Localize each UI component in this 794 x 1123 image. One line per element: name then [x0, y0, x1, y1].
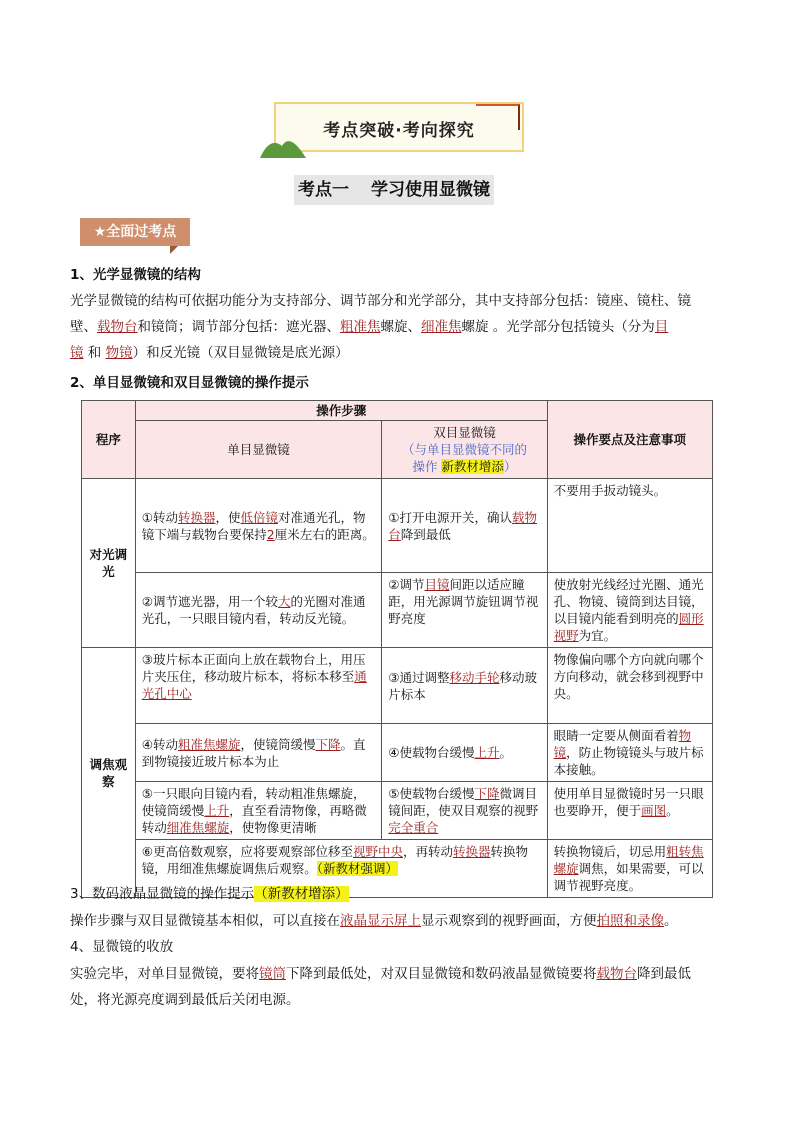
section-focus: 调焦观察: [82, 648, 136, 898]
structure-line-3: 镜 和 物镜）和反光镜（双目显微镜是底光源）: [70, 345, 349, 361]
hills-icon: [260, 132, 306, 158]
header-single: 单目显微镜: [135, 421, 382, 479]
header-procedure: 程序: [82, 401, 136, 479]
row1-single: ①转动转换器，使低倍镜对准通光孔，物镜下端与载物台要保持2厘米左右的距离。: [135, 479, 382, 573]
banner-corner-decoration: [476, 104, 520, 130]
structure-line-2: 壁、载物台和镜筒；调节部分包括：遮光器、粗准焦螺旋、细准焦螺旋 。光学部分包括镜头（分为目: [70, 319, 669, 335]
heading-storage: 4、显微镜的收放: [70, 939, 174, 955]
row1-notes: 不要用手扳动镜头。: [547, 479, 712, 573]
header-steps: 操作步骤: [135, 401, 547, 421]
paragraph-storage: [70, 961, 730, 1013]
storage-line-1: 实验完毕，对单目显微镜，要将镜筒下降到最低处，对双目显微镜和数码液晶显微镜要将载物台降到最低: [70, 966, 691, 982]
heading-digital: 3、数码液晶显微镜的操作提示（新教材增添）: [70, 886, 349, 902]
operation-table: [81, 400, 713, 898]
heading-structure: 1、光学显微镜的结构: [70, 267, 201, 283]
row3-double: ③通过调整移动手轮移动玻片标本: [382, 648, 547, 724]
row2-double: ②调节目镜间距以适应瞳距，用光源调节旋钮调节视野亮度: [382, 573, 547, 648]
heading-operation: 2、单目显微镜和双目显微镜的操作提示: [70, 375, 309, 391]
row3-notes: 物像偏向哪个方向就向哪个方向移动，就会移到视野中央。: [547, 648, 712, 724]
row6-notes: 转换物镜后，切忌用粗转焦螺旋调焦，如果需要，可以调节视野亮度。: [547, 840, 712, 898]
header-notes: 操作要点及注意事项: [547, 401, 712, 479]
paragraph-structure: [70, 288, 730, 366]
topic-name: 学习使用显微镜: [371, 180, 490, 200]
paragraph-digital: 操作步骤与双目显微镜基本相似，可以直接在液晶显示屏上显示观察到的视野画面，方便拍照和录像。: [70, 913, 678, 929]
topic-number: 考点一: [298, 180, 349, 200]
row5-single: ⑤一只眼向目镜内看，转动粗准焦螺旋，使镜筒缓慢上升，直至看清物像，再略微转动细准焦螺旋，使物像更清晰: [135, 782, 382, 840]
structure-line-1: 光学显微镜的结构可依据功能分为支持部分、调节部分和光学部分，其中支持部分包括：镜座、镜柱、镜: [70, 293, 691, 309]
section-tag: ★全面过考点: [80, 218, 190, 246]
row6-single: ⑥更高倍数观察，应将要观察部位移至视野中央，再转动转换器转换物镜，用细准焦螺旋调焦后观察。（新教材强调）: [135, 840, 547, 898]
row5-notes: 使用单目显微镜时另一只眼也要睁开，便于画图。: [547, 782, 712, 840]
banner-title: 考点突破·考向探究: [323, 121, 475, 141]
row4-single: ④转动粗准焦螺旋，使镜筒缓慢下降。直到物镜接近玻片标本为止: [135, 724, 382, 782]
row1-double: ①打开电源开关，确认载物台降到最低: [382, 479, 547, 573]
row2-single: ②调节遮光器，用一个较大的光圈对准通光孔，一只眼目镜内看，转动反光镜。: [135, 573, 382, 648]
row3-single: ③玻片标本正面向上放在载物台上，用压片夹压住，移动玻片标本，将标本移至通光孔中心: [135, 648, 382, 724]
topic-title: [294, 175, 494, 205]
row4-notes: 眼睛一定要从侧面看着物镜，防止物镜镜头与玻片标本接触。: [547, 724, 712, 782]
header-double: 双目显微镜 （与单目显微镜不同的 操作 新教材增添）: [382, 421, 547, 479]
section-light: 对光调光: [82, 479, 136, 648]
row5-double: ⑤使载物台缓慢下降微调目镜间距，使双目观察的视野完全重合: [382, 782, 547, 840]
row2-notes: 使放射光线经过光圈、通光孔、物镜、镜筒到达目镜，以目镜内能看到明亮的圆形视野为宜。: [547, 573, 712, 648]
row4-double: ④使载物台缓慢上升。: [382, 724, 547, 782]
storage-line-2: 处，将光源亮度调到最低后关闭电源。: [70, 992, 300, 1008]
